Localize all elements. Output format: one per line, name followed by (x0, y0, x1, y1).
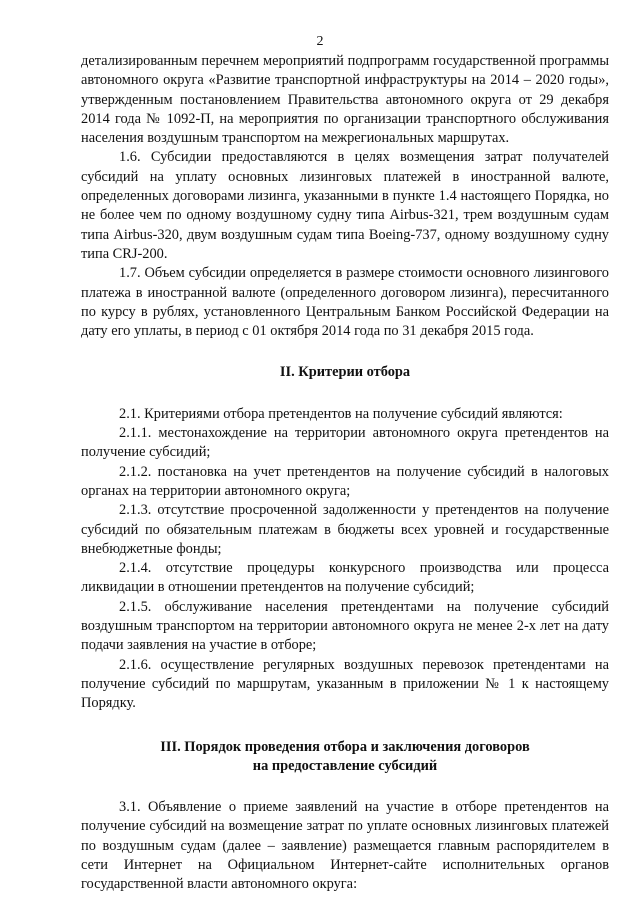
section-heading-procedure-line2: на предоставление субсидий (252, 757, 438, 774)
paragraph-2-1-3: 2.1.3. отсутствие просроченной задолженности у претендентов на получение субсидий по обязательным платежам в бюджеты всех уровней и государственные внебюджетные фонды; (81, 502, 609, 557)
paragraph-2-1-1: 2.1.1. местонахождение на территории автономного округа претендентов на получение субсидий; (81, 425, 609, 461)
paragraph-1-7: 1.7. Объем субсидии определяется в размере стоимости основного лизингового платежа в иностранной валюте (определенного договором лизинга), пересчитанного по курсу в рублях, установленного Центральным Банком Российской Федерации на дату его уплаты, в период с 01 октября 2014 года по 31 декабря 2015 года. (81, 265, 609, 340)
section-heading-procedure: III. Порядок проведения отбора и заключения договоров (160, 738, 530, 755)
paragraph-1-6: 1.6. Субсидии предоставляются в целях возмещения затрат получателей субсидий на уплату основных лизинговых платежей в иностранной валюте, определенных договорами лизинга, указанными в пункте 1.4 настоящего Порядка, но не более чем по одному воздушному судну типа Airbus-321, трем воздушным судам типа Airbus-320, двум воздушным судам типа Boeing-737, одному воздушному судну типа CRJ-200. (81, 149, 609, 262)
paragraph-2-1-2: 2.1.2. постановка на учет претендентов на получение субсидий в налоговых органах на территории автономного округа; (81, 463, 609, 499)
paragraph-2-1-4: 2.1.4. отсутствие процедуры конкурсного производства или процесса ликвидации в отношении претендентов на получение субсидий; (81, 560, 609, 596)
section-procedure-body (81, 798, 609, 894)
section-heading-criteria: II. Критерии отбора (279, 364, 411, 381)
paragraph-2-1-5: 2.1.5. обслуживание населения претендентами на получение субсидий воздушным транспортом на территории автономного округа не менее 2-х лет на дату подачи заявления на участие в отборе; (81, 598, 609, 654)
paragraph-3-1: 3.1. Объявление о приеме заявлений на участие в отборе претендентов на получение субсидий на возмещение затрат по уплате основных лизинговых платежей по воздушным судам (далее – заявление) размещается главным распорядителем в сети Интернет на Официальном Интернет-сайте исполнительных органов государственной власти автономного округа: (81, 799, 609, 893)
paragraph-continuation: детализированным перечнем мероприятий подпрограмм государственной программы автономного округа «Развитие транспортной инфраструктуры на 2014 – 2020 годы», утвержденным постановлением Правительства автономного округа от 29 декабря 2014 года № 1092-П, на мероприятия по организации транспортного обслуживания населения воздушным транспортом на межрегиональных маршрутах. (81, 53, 609, 147)
page-number: 2 (316, 34, 324, 49)
document-body (81, 52, 609, 895)
section-criteria-body (81, 405, 609, 714)
paragraph-2-1-6: 2.1.6. осуществление регулярных воздушных перевозок претендентами на получение субсидий по маршрутам, указанным в приложении № 1 к настоящему Порядку. (81, 656, 609, 712)
paragraph-2-1: 2.1. Критериями отбора претендентов на получение субсидий являются: (119, 405, 563, 422)
